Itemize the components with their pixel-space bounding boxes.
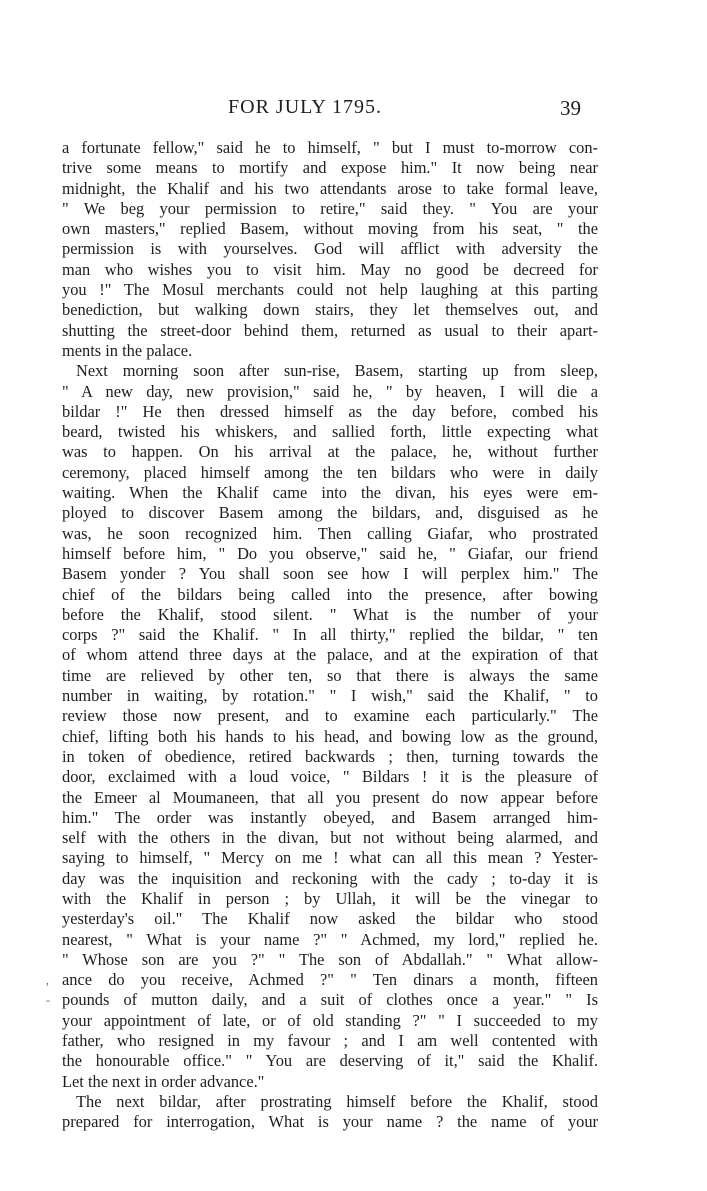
text-line: a fortunate fellow," said he to himself, " but I must to-morrow con- — [62, 138, 598, 157]
text-line: you !" The Mosul merchants could not help laughing at this parting — [62, 280, 598, 300]
text-line: in token of obedience, retired backwards ; then, turning towards the — [62, 746, 598, 766]
text-line: Let the next in order advance." — [62, 1071, 265, 1091]
text-line: saying to himself, " Mercy on me ! what can all this mean ? Yester- — [62, 848, 598, 868]
text-line: before the Khalif, stood silent. " What is the number of your — [62, 604, 598, 624]
text-line: chief of the bildars being called into the presence, after bowing — [62, 584, 598, 604]
text-line: day was the inquisition and reckoning with the cady ; to-day it is — [62, 868, 598, 888]
text-line: ployed to discover Basem among the bildars, and, disguised as he — [62, 503, 598, 523]
text-line: ceremony, placed himself among the ten bildars who were in daily — [62, 462, 598, 482]
text-line: corps ?" said the Khalif. " In all thirty," replied the bildar, " ten — [62, 625, 598, 645]
text-line: waiting. When the Khalif came into the divan, his eyes were em- — [62, 483, 598, 503]
body-text — [62, 138, 598, 1133]
text-line: ments in the palace. — [62, 340, 193, 360]
text-line: your appointment of late, or of old standing ?" " I succeeded to my — [62, 1010, 598, 1030]
text-line: Next morning soon after sun-rise, Basem, starting up from sleep, — [76, 361, 598, 381]
text-line: was, he soon recognized him. Then calling Giafar, who prostrated — [62, 523, 598, 543]
text-line: of whom attend three days at the palace, and at the expiration of that — [62, 645, 598, 665]
text-line: " Whose son are you ?" " The son of Abdallah." " What allow- — [62, 949, 598, 969]
text-line: the Emeer al Moumaneen, that all you present do now appear before — [62, 787, 598, 807]
text-line: himself before him, " Do you observe," said he, " Giafar, our friend — [62, 543, 598, 563]
text-line: man who wishes you to visit him. May no good be decreed for — [62, 259, 598, 279]
text-line: own masters," replied Basem, without moving from his seat, " the — [62, 219, 598, 239]
text-line: self with the others in the divan, but not without being alarmed, and — [62, 828, 598, 848]
text-line: The next bildar, after prostrating himself before the Khalif, stood — [76, 1091, 598, 1111]
text-line: beard, twisted his whiskers, and sallied forth, little expecting what — [62, 422, 598, 442]
text-line: benediction, but walking down stairs, they let themselves out, and — [62, 300, 598, 320]
text-line: number in waiting, by rotation." " I wish," said the Khalif, " to — [62, 686, 598, 706]
text-line: review those now present, and to examine each particularly." The — [62, 706, 598, 726]
text-line: yesterday's oil." The Khalif now asked the bildar who stood — [62, 909, 598, 929]
text-line: " A new day, new provision," said he, " by heaven, I will die a — [62, 381, 598, 401]
text-line: shutting the street-door behind them, returned as usual to their apart- — [62, 320, 598, 340]
text-line: father, who resigned in my favour ; and I am well contented with — [62, 1031, 598, 1051]
running-head — [0, 96, 707, 126]
text-line: midnight, the Khalif and his two attendants arose to take formal leave, — [62, 178, 598, 198]
text-line: prepared for interrogation, What is your name ? the name of your — [62, 1112, 598, 1132]
running-title: FOR JULY 1795. — [228, 96, 383, 118]
text-line: ance do you receive, Achmed ?" " Ten dinars a month, fifteen — [62, 970, 598, 990]
text-line: chief, lifting both his hands to his head, and bowing low as the ground, — [62, 726, 598, 746]
text-line: time are relieved by other ten, so that there is always the same — [62, 665, 598, 685]
text-line: with the Khalif in person ; by Ullah, it will be the vinegar to — [62, 888, 598, 908]
text-line: him." The order was instantly obeyed, and Basem arranged him- — [62, 807, 598, 827]
text-line: pounds of mutton daily, and a suit of clothes once a year." " Is — [62, 990, 598, 1010]
margin-marks: , - — [46, 973, 50, 1007]
text-line: nearest, " What is your name ?" " Achmed, my lord," replied he. — [62, 929, 598, 949]
text-line: door, exclaimed with a loud voice, " Bildars ! it is the pleasure of — [62, 767, 598, 787]
text-line: permission is with yourselves. God will afflict with adversity the — [62, 239, 598, 259]
text-line: bildar !" He then dressed himself as the day before, combed his — [62, 401, 598, 421]
page-number: 39 — [560, 96, 581, 120]
text-line: " We beg your permission to retire," said they. " You are your — [62, 198, 598, 218]
text-line: Basem yonder ? You shall soon see how I will perplex him." The — [62, 564, 598, 584]
text-line: the honourable office." " You are deserving of it," said the Khalif. — [62, 1051, 598, 1071]
text-line: trive some means to mortify and expose him." It now being near — [62, 158, 598, 178]
text-line: was to happen. On his arrival at the palace, he, without further — [62, 442, 598, 462]
